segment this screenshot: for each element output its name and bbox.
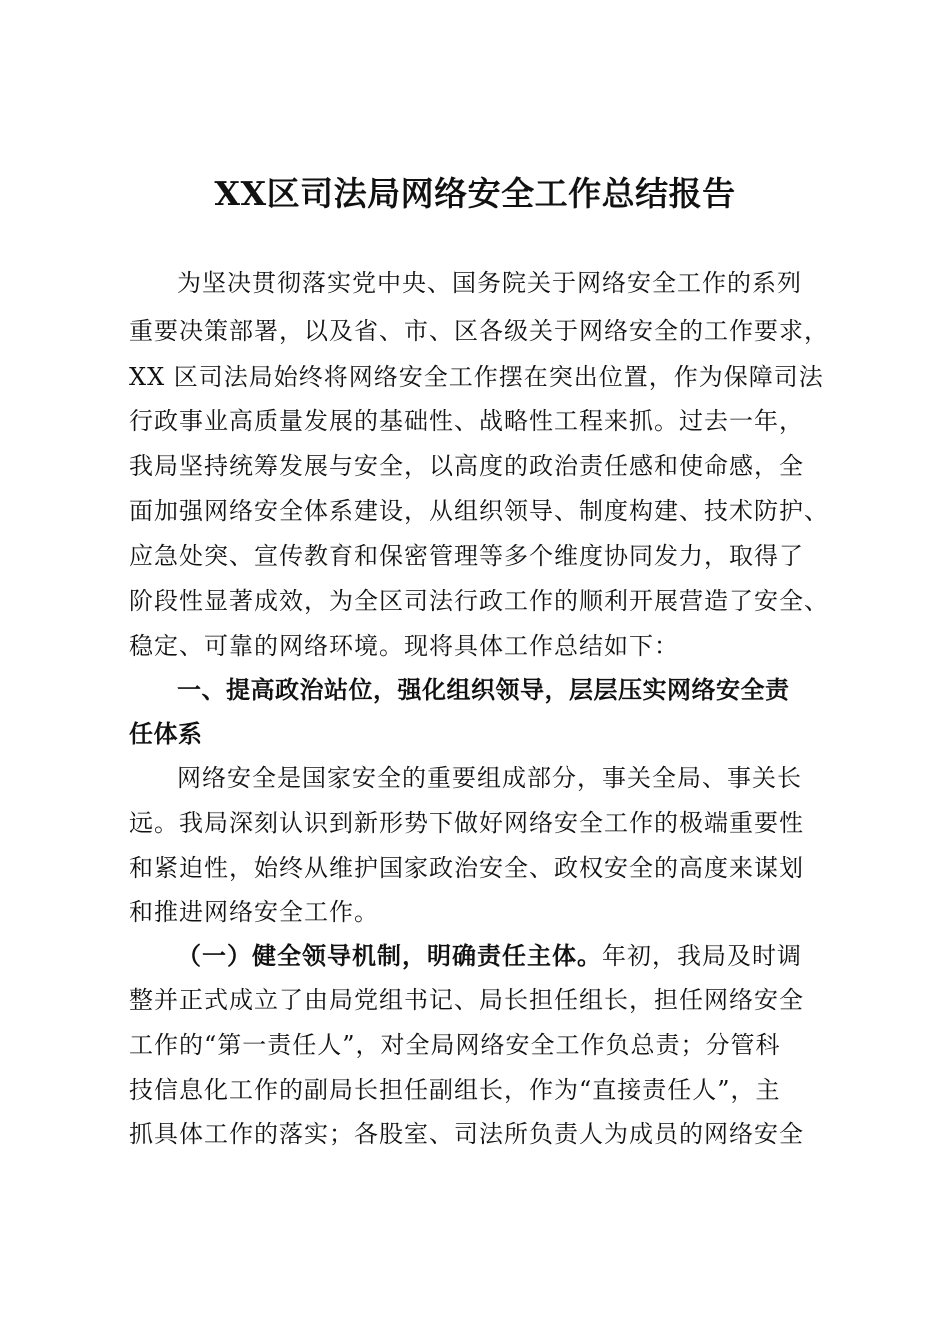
subsection-line [177, 941, 802, 971]
paragraph-line: 和紧迫性，始终从维护国家政治安全、政权安全的高度来谋划 [129, 854, 804, 882]
paragraph-line: 网络安全是国家安全的重要组成部分，事关全局、事关长 [177, 764, 802, 792]
paragraph-line: 整并正式成立了由局党组书记、局长担任组长，担任网络安全 [129, 986, 804, 1014]
paragraph-line: 为坚决贯彻落实党中央、国务院关于网络安全工作的系列 [177, 269, 802, 297]
paragraph-line: 技信息化工作的副局长担任副组长，作为“直接责任人”，主 [129, 1076, 781, 1104]
paragraph-line: 和推进网络安全工作。 [129, 898, 379, 926]
paragraph-line: 面加强网络安全体系建设，从组织领导、制度构建、技术防护、 [129, 497, 829, 525]
section-heading: 一、提高政治站位，强化组织领导，层层压实网络安全责 [177, 676, 790, 704]
page-title: XX区司法局网络安全工作总结报告 [214, 174, 736, 213]
subsection-text: 年初，我局及时调 [602, 942, 802, 970]
paragraph-line: 稳定、可靠的网络环境。现将具体工作总结如下： [129, 632, 679, 660]
subsection-heading: （一）健全领导机制，明确责任主体。 [177, 941, 602, 970]
paragraph-line: 行政事业高质量发展的基础性、战略性工程来抓。过去一年， [129, 407, 804, 435]
paragraph-line: 应急处突、宣传教育和保密管理等多个维度协同发力，取得了 [129, 542, 804, 570]
paragraph-line: 阶段性显著成效，为全区司法行政工作的顺利开展营造了安全、 [129, 587, 829, 615]
paragraph-line: 抓具体工作的落实；各股室、司法所负责人为成员的网络安全 [129, 1120, 804, 1148]
section-heading: 任体系 [129, 720, 203, 748]
paragraph-line: 我局坚持统筹发展与安全，以高度的政治责任感和使命感，全 [129, 452, 804, 480]
paragraph-line: XX 区司法局始终将网络安全工作摆在突出位置，作为保障司法 [129, 363, 824, 391]
paragraph-line: 工作的“第一责任人”，对全局网络安全工作负总责；分管科 [129, 1031, 781, 1059]
paragraph-line: 远。我局深刻认识到新形势下做好网络安全工作的极端重要性 [129, 809, 804, 837]
paragraph-line: 重要决策部署，以及省、市、区各级关于网络安全的工作要求， [129, 317, 829, 345]
